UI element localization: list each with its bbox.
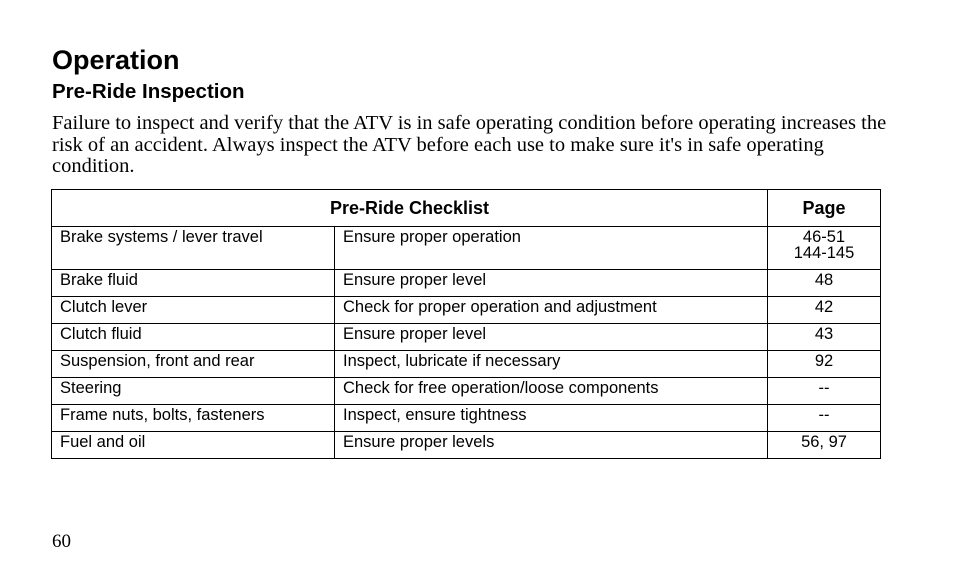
table-row: [52, 227, 881, 270]
row-item: Fuel and oil: [52, 432, 335, 459]
row-page: 56, 97: [768, 432, 881, 459]
row-action: Ensure proper level: [335, 270, 768, 297]
row-action: Ensure proper level: [335, 324, 768, 351]
page-title: Operation: [52, 45, 180, 75]
row-action: Inspect, ensure tightness: [335, 405, 768, 432]
header-checklist: Pre-Ride Checklist: [52, 190, 768, 227]
row-item: Clutch lever: [52, 297, 335, 324]
table-row: [52, 378, 881, 405]
row-action: Check for free operation/loose components: [335, 378, 768, 405]
row-item: Brake systems / lever travel: [52, 227, 335, 270]
row-action: Ensure proper operation: [335, 227, 768, 270]
intro-paragraph: Failure to inspect and verify that the ATV is in safe operating condition before operating increases the risk of an accident. Always inspect the ATV before each use to make sure it's in safe operating condition.: [52, 112, 887, 177]
row-item: Brake fluid: [52, 270, 335, 297]
row-action: Inspect, lubricate if necessary: [335, 351, 768, 378]
table-row: [52, 297, 881, 324]
header-page: Page: [768, 190, 881, 227]
table-header-row: [52, 190, 881, 227]
row-page: --: [768, 405, 881, 432]
row-item: Steering: [52, 378, 335, 405]
row-page-value-extra: 144-145: [793, 244, 855, 262]
table-row: [52, 432, 881, 459]
table-row: [52, 270, 881, 297]
page-number: 60: [52, 531, 71, 552]
row-page: 48: [768, 270, 881, 297]
table-row: [52, 351, 881, 378]
row-page-value: 46-51: [802, 228, 846, 246]
row-page: --: [768, 378, 881, 405]
row-page: 43: [768, 324, 881, 351]
row-item: Suspension, front and rear: [52, 351, 335, 378]
row-page: 42: [768, 297, 881, 324]
table-row: [52, 405, 881, 432]
row-page: 92: [768, 351, 881, 378]
pre-ride-checklist-table: [51, 189, 881, 459]
row-page: [768, 227, 881, 270]
row-item: Clutch fluid: [52, 324, 335, 351]
row-item: Frame nuts, bolts, fasteners: [52, 405, 335, 432]
section-title: Pre-Ride Inspection: [52, 80, 245, 103]
table-row: [52, 324, 881, 351]
row-action: Ensure proper levels: [335, 432, 768, 459]
row-action: Check for proper operation and adjustment: [335, 297, 768, 324]
